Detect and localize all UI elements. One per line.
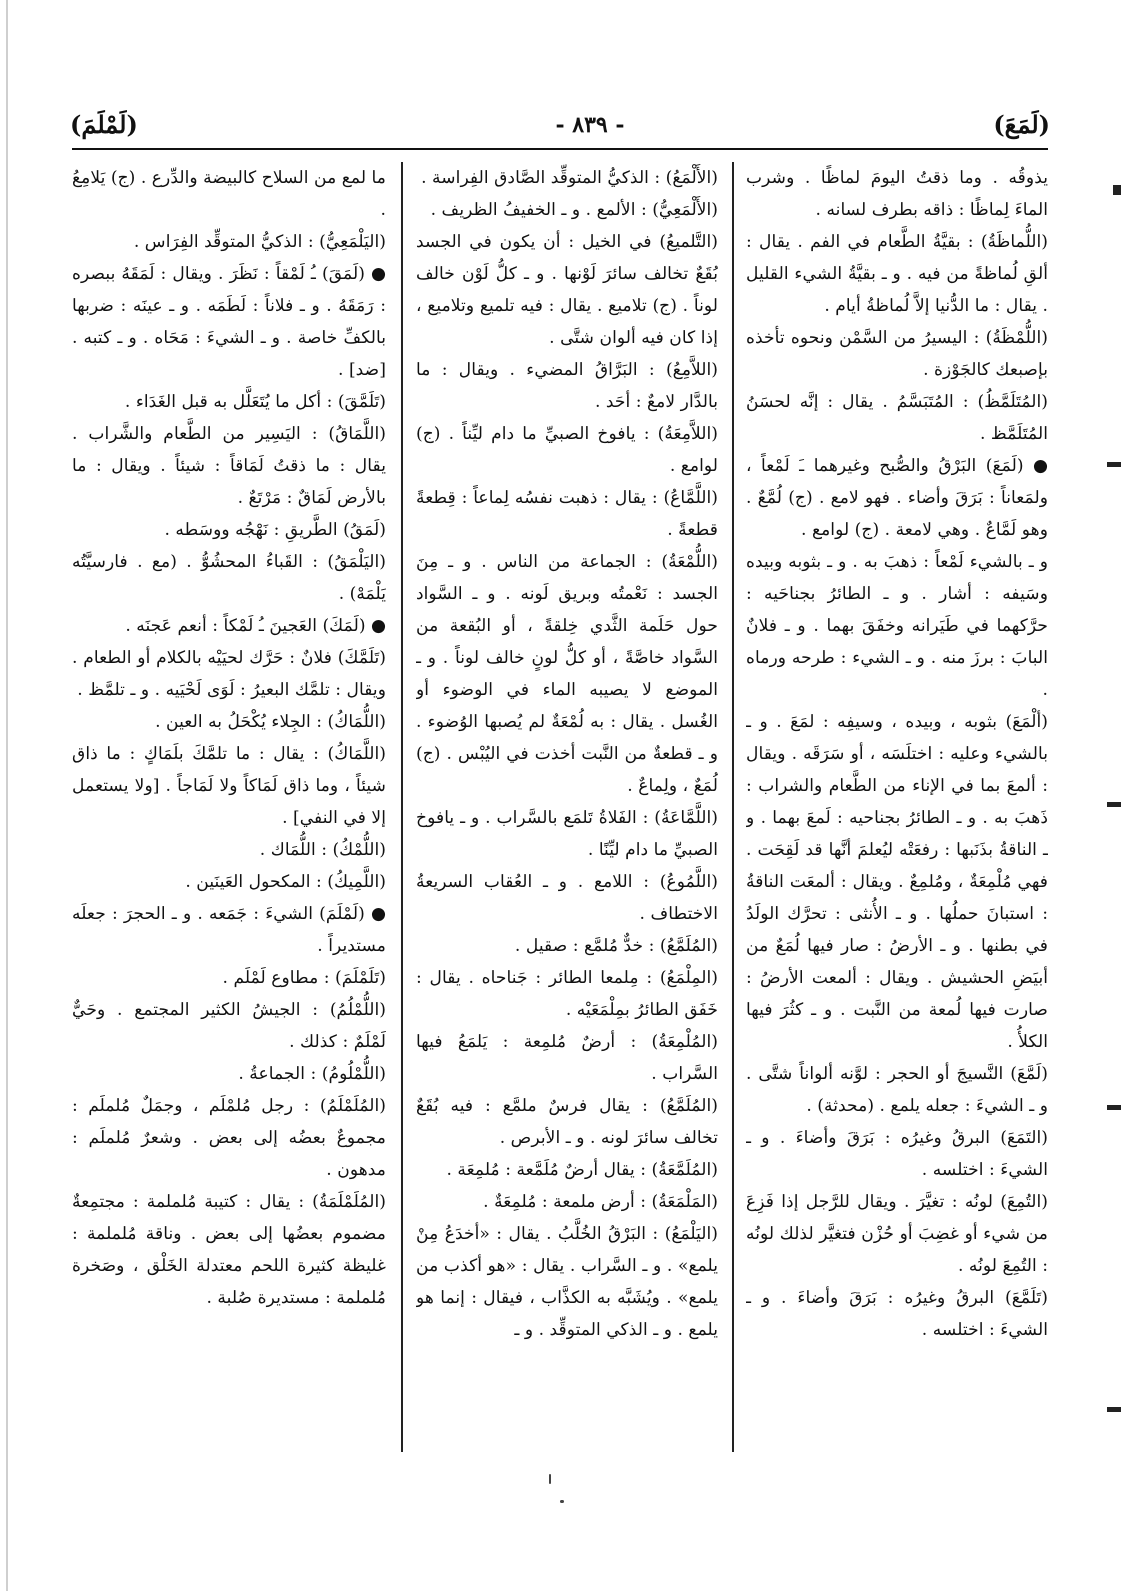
entry-paragraph: (تَلَمَّكَ) فلانٌ : حَرَّك لحيَيْه بالكلام أو الطعام . ويقال : تلمَّك البعيرُ : لَوَى لَحْيَيه . و ـ تلمَّظ . bbox=[72, 648, 386, 700]
entry-paragraph: (اللُّمْلُومُ) : الجماعةُ . bbox=[238, 1064, 386, 1084]
entry-paragraph: (اللَّمِيكُ) : المكحول العَينَين . bbox=[185, 872, 386, 892]
entry-paragraph: (التَّلميعُ) في الخيل : أن يكون في الجسد بُقَعٌ تخالف سائرَ لَوْنها . و ـ كلُّ لَوْن خالف لوناً . (ج) تلاميع . يقال : فيه تلميع وتلاميع ، إذا كان فيه ألوان شتَّى . bbox=[416, 232, 718, 348]
entry-paragraph: ● (لَمَقَ) ـُ لَمْقاً : نَظَرَ . ويقال : لَمَقَهُ ببصره : رَمَقَهُ . و ـ فلاناً : لَطَمَه . و ـ عينَه : ضربها بالكفِّ خاصة . و ـ الشيءَ : مَحَاه . و ـ كتبه . [ضد] . bbox=[72, 264, 386, 380]
scan-speck bbox=[560, 1500, 564, 1503]
entry-paragraph: (اللُّمْكُ) : اللُّمَاك . bbox=[259, 840, 386, 860]
entry-paragraph: (اللُّمَاكُ) : الجِلاء يُكْحَلُ به العين . bbox=[155, 712, 386, 732]
entry-paragraph: (لَمَقُ) الطَّريقِ : نَهْجُه ووسَطه . bbox=[164, 520, 386, 540]
entry-paragraph: (المُلَمَّعُ) : خدٌّ مُلمَّع : صقيل . bbox=[514, 936, 718, 956]
page-header bbox=[70, 108, 1050, 148]
entry-paragraph: (اللُّماظَةُ) : بقيَّةُ الطَّعام في الفم . يقال : ألقِ لُماظةً من فيه . و ـ بقيَّةُ الشيء القليل . يقال : ما الدُّنيا إلاَّ لُماظةُ أيام . bbox=[746, 232, 1048, 316]
entry-paragraph: (التَمَعَ) البرقُ وغيرُه : بَرَقَ وأضاءَ . و ـ الشيءَ : اختلسه . bbox=[746, 1128, 1048, 1180]
column-divider bbox=[401, 162, 403, 1452]
entry-paragraph: (اليَلْمَعُ) : البَرْقُ الخُلَّبُ . يقال : «أخدَعُ مِنْ يلمع» . و ـ السَّراب . يقال : «هو أكذب من يلمع» . ويُشَبَّه به الكذَّاب ، فيقال : إنما هو يلمع . و ـ الذكي المتوقِّد . و ـ bbox=[416, 1224, 718, 1340]
entry-paragraph: (اللُّمْلُمُ) : الجيشُ الكثير المجتمع . وحَيٌّ لَمْلَمٌ : كذلك . bbox=[72, 1000, 386, 1052]
scan-mark bbox=[1107, 462, 1121, 467]
entry-paragraph: (تَلَمَّقَ) : أكل ما يُتَعَلَّل به قبل الغَدَاء . bbox=[124, 392, 386, 412]
header-left-entry: (لَمْلَمَ) bbox=[70, 110, 138, 139]
header-rule bbox=[72, 148, 1048, 150]
entry-paragraph: (المَلْمَعَةُ) : أرض ملمعة : مُلمِعَةٌ . bbox=[483, 1192, 718, 1212]
entry-paragraph: و ـ بالشيء لَمْعاً : ذهبَ به . و ـ بثوبه وبيده وسَيفه : أشار . و ـ الطائرُ بجناحَيه : حرَّكهما في طَيَرانه وخفَقَ بهما . و ـ فلانٌ البابَ : برزَ منه . و ـ الشيء : طرحه ورماه . bbox=[746, 552, 1048, 700]
entry-paragraph: (المُلْمِعَةُ) : أرضٌ مُلمِعة : يَلمَعُ فيها السَّراب . bbox=[416, 1032, 718, 1084]
entry-paragraph: ● (لَمَكَ) العَجينَ ـُ لَمْكاً : أنعم عَجنَه . bbox=[125, 616, 386, 636]
entry-paragraph: (تَلَمَّعَ) البرقُ وغيرُه : بَرَقَ وأضاءَ . و ـ الشيءَ : اختلسه . bbox=[746, 1288, 1048, 1340]
entry-paragraph: (اللَّمُوعُ) : اللامع . و ـ العُقاب السريعةُ الاختطاف . bbox=[416, 872, 718, 924]
dictionary-columns bbox=[72, 162, 1048, 1462]
entry-paragraph: (المُلَمَّعَةُ) : يقال أرضٌ مُلَمَّعة : مُلمِعَة . bbox=[446, 1160, 718, 1180]
scan-mark bbox=[1113, 185, 1121, 195]
entry-paragraph: (اللَّمَاقُ) : اليَسِير من الطَّعام والشَّراب . يقال : ما ذقتُ لَمَاقاً : شيئاً . ويقال : ما بالأرض لَمَاقٌ : مَرْتَعٌ . bbox=[72, 424, 386, 508]
entry-paragraph: يذوقُه . وما ذقتُ اليومَ لماظًا . وشرب الماءَ لِماظًا : ذاقه بطرف لسانه . bbox=[746, 168, 1048, 220]
entry-paragraph: (المُلَمَّعُ) : يقال فرسٌ ملمَّع : فيه بُقَعٌ تخالف سائرَ لونه . و ـ الأبرص . bbox=[416, 1096, 718, 1148]
entry-paragraph: (المُتَلَمَّظُ) : المُتَبَسَّمُ . يقال : إنَّه لحسَنُ المُتَلَمَّظ . bbox=[746, 392, 1048, 444]
scan-speck bbox=[549, 1474, 551, 1484]
entry-paragraph: ما لمع من السلاح كالبيضة والدِّرع . (ج) يَلامِعُ . bbox=[72, 168, 386, 220]
header-right-entry: (لَمَعَ) bbox=[993, 110, 1050, 139]
entry-paragraph: (المُلَمْلَمَةُ) : يقال : كتيبة مُلملمة : مجتمِعةٌ مضموم بعضُها إلى بعض . وناقة مُلملمة : غليظة كثيرة اللحم معتدلة الخَلْق ، وصَخرة مُلملمة : مستديرة صُلبة . bbox=[72, 1192, 386, 1308]
entry-paragraph: (اليَلْمَقُ) : القَباءُ المحشُوُّ . (مع . فارسيَّتُه يَلْمَهْ) . bbox=[72, 552, 386, 604]
entry-paragraph: (اللُّمْظَةُ) : اليسيرُ من السَّمْن ونحوه تأخذه بإصبعك كالجَوْزة . bbox=[746, 328, 1048, 380]
entry-paragraph: (اللاَّمِعَةُ) : يافوخ الصبيِّ ما دام ليِّناً . (ج) لوامع . bbox=[416, 424, 718, 476]
scan-mark bbox=[1107, 1407, 1121, 1412]
entry-paragraph: (تَلَمْلَمَ) : مطاوع لَمْلَم . bbox=[222, 968, 386, 988]
entry-paragraph: (التُمِعَ) لونُه : تغيَّرَ . ويقال للرَّجل إذا فَزِعَ من شيء أو غضِبَ أو حُزْن فتغيَّر لذلك لونُه : التُمِعَ لونُه . bbox=[746, 1192, 1048, 1276]
entry-paragraph: (اليَلْمَعِيُّ) : الذكيُّ المتوقِّد الفِرَاس . bbox=[133, 232, 386, 252]
column-left bbox=[72, 162, 386, 1452]
entry-paragraph: ● (لَمْلَمَ) الشيءَ : جَمَعه . و ـ الحجرَ : جعلَه مستديراً . bbox=[72, 904, 386, 956]
entry-paragraph: (اللُّمْعَةُ) : الجماعة من الناس . و ـ مِنَ الجسد : نَعْمتُه وبريق لَونه . و ـ السَّواد حول حَلَمة الثَّدي خِلقةً ، أو البُقعة من السَّواد خاصَّةً ، أو كلُّ لونٍ خالف لوناً . و ـ الموضع لا يصيبه الماء في الوضوء أو الغُسل . يقال : به لُمْعَةٌ لم يُصبها الوُضوء . و ـ قطعةٌ من النَّبت أخذت في اليُبْس . (ج) لُمَعٌ ، ولِماعٌ . bbox=[416, 552, 718, 796]
page-edge bbox=[6, 0, 8, 1591]
entry-paragraph: (اللاَّمِعُ) : البَرَّاقُ المضيء . ويقال : ما بالدَّار لامعٌ : أحَد . bbox=[416, 360, 718, 412]
entry-paragraph: (المِلْمَعُ) : مِلمعا الطائر : جَناحاه . يقال : خَفَق الطائرُ بمِلْمَعَيْه . bbox=[416, 968, 718, 1020]
entry-paragraph: (الأَلْمَعُ) : الذكيُّ المتوقِّد الصَّادق الفِراسة . bbox=[421, 168, 718, 188]
entry-paragraph: (ألْمَعَ) بثوبه ، وبيده ، وسيفِه : لمَعَ . و ـ بالشيء وعليه : اختلَسَه ، أو سَرَقَه . ويقال : ألمعَ بما في الإناء من الطَّعام والشراب : ذَهبَ به . و ـ الطائرُ بجناحيه : لَمعَ بهما . و ـ الناقةُ بذَنَبها : رفعَتْه ليُعلمَ أنَّها قد لَقِحَت . فهي مُلْمِعَةٌ ، ومُلمِعٌ . ويقال : ألمعَت الناقةُ : استبانَ حملُها . و ـ الأُنثى : تحرَّك الولَدُ في بطنها . و ـ الأرضُ : صار فيها لُمَعٌ من أبيَضِ الحشيش . ويقال : ألمعت الأرضُ : صارت فيها لُمعة من النَّبت . و ـ كثُرَ فيها الكلأُ . bbox=[746, 712, 1048, 1052]
scan-mark bbox=[1107, 1105, 1121, 1110]
entry-paragraph: (اللَّمَاكُ) : يقال : ما تلمَّكَ بلَمَاكٍ : ما ذاق شيئاً ، وما ذاق لَمَاكاً ولا لَمَاجاً . [ولا يستعمل إلا في النفي] . bbox=[72, 744, 386, 828]
entry-paragraph: (لَمَّعَ) النَّسيجَ أو الحجر : لوَّنه ألواناً شتَّى . و ـ الشيءَ : جعله يلمع . (محدثة) . bbox=[746, 1064, 1048, 1116]
entry-paragraph: (الأَلْمَعِيُّ) : الألمع . و ـ الخفيفُ الظريف . bbox=[430, 200, 718, 220]
column-right bbox=[746, 162, 1048, 1452]
page-number: - ٨٣٩ - bbox=[555, 112, 625, 138]
entry-paragraph: (اللَّمَّاعُ) : يقال : ذهبت نفسُه لِماعاً : قِطعةً قطعةً . bbox=[416, 488, 718, 540]
scan-mark bbox=[1107, 802, 1121, 807]
column-divider bbox=[732, 162, 734, 1452]
entry-paragraph: ● (لَمَعَ) البَرْقُ والصُّبح وغيرهما ـَ لَمْعاً ، ولمَعاناً : بَرَقَ وأضاء . فهو لامع . (ج) لُمَّعٌ . وهو لَمَّاعٌ . وهي لامعة . (ج) لوامع . bbox=[746, 456, 1048, 540]
entry-paragraph: (المُلَمْلَمُ) : رجل مُلمْلَم ، وجمَلٌ مُلملَم : مجموعٌ بعضُه إلى بعض . وشعرٌ مُلملَم : مدهون . bbox=[72, 1096, 386, 1180]
column-middle bbox=[416, 162, 718, 1452]
entry-paragraph: (اللَّمَّاعَةُ) : الفَلاةُ تَلمَع بالسَّراب . و ـ يافوخ الصبيِّ ما دام ليِّنًا . bbox=[416, 808, 718, 860]
